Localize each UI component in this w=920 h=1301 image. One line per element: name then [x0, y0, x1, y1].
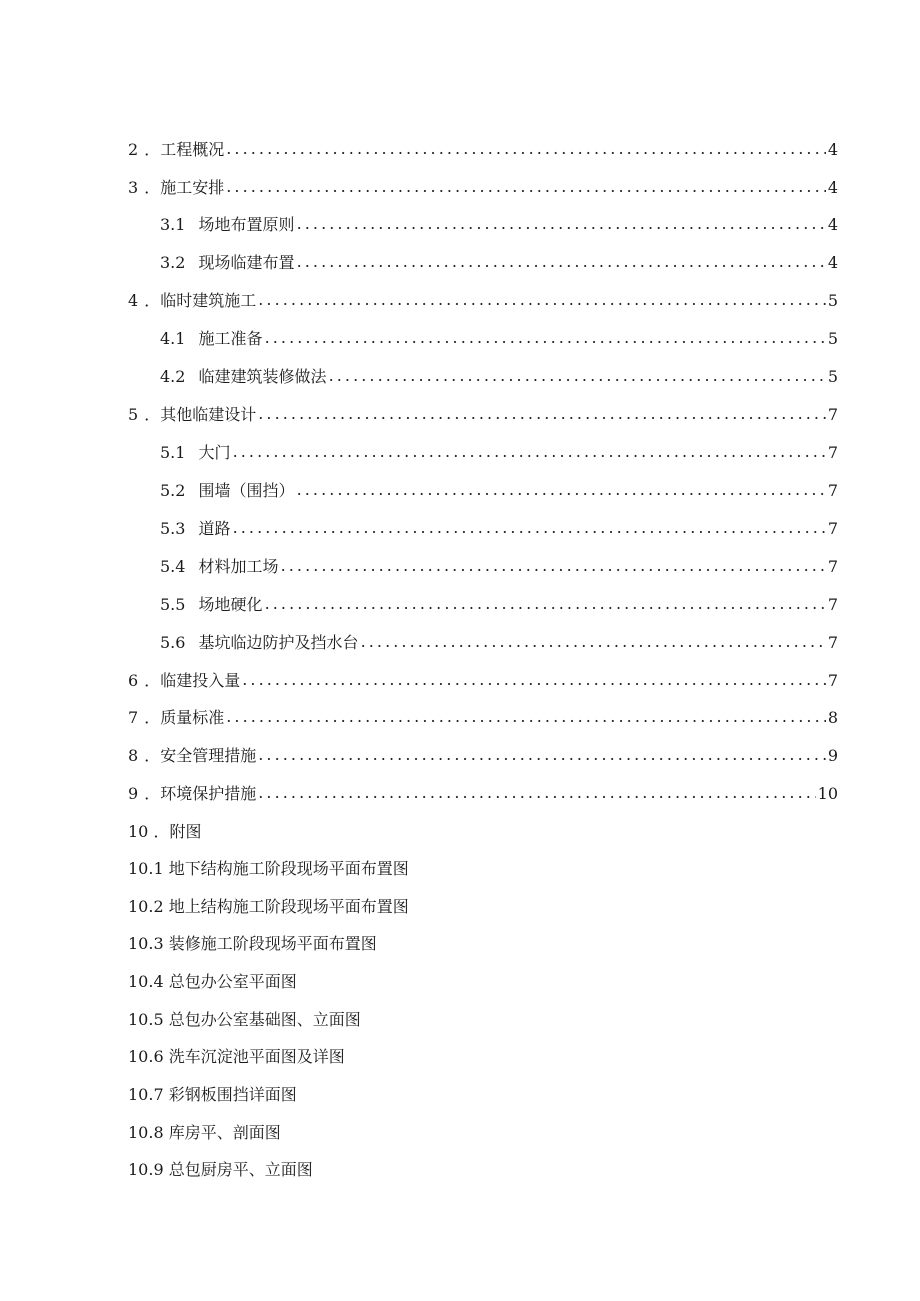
- toc-entry-separator: [185, 555, 190, 579]
- toc-entry-title: 环境保护措施: [160, 784, 257, 803]
- toc-entry-page: 4: [827, 253, 838, 272]
- toc-entry-title: 其他临建设计: [160, 405, 257, 424]
- toc-entry-separator: [185, 479, 190, 503]
- toc-entry-title: 施工准备: [198, 329, 263, 348]
- toc-entry-separator: ．: [144, 140, 161, 159]
- toc-entry-title: 现场临建布置: [198, 253, 295, 272]
- toc-entry-title: 场地硬化: [198, 595, 263, 614]
- toc-entry-page: 7: [827, 595, 838, 614]
- toc-entry-number: 5.4: [160, 557, 186, 576]
- toc-entry-4-1[interactable]: [160, 327, 838, 351]
- toc-entry-title: 施工安排: [160, 178, 225, 197]
- toc-entry-5-1[interactable]: [160, 441, 838, 465]
- toc-entry-separator: [185, 327, 190, 351]
- toc-entry-separator: ．: [144, 746, 161, 765]
- toc-entry-number: 4: [128, 291, 139, 310]
- toc-appendix-item[interactable]: 10.2 地上结构施工阶段现场平面布置图: [128, 897, 409, 916]
- toc-leader-dots: [297, 250, 826, 274]
- toc-appendix-item[interactable]: 10.6 洗车沉淀池平面图及详图: [128, 1047, 345, 1066]
- toc-entry-title: 安全管理措施: [160, 746, 257, 765]
- toc-entry-page: 7: [827, 519, 838, 538]
- toc-entry-number: 2: [128, 140, 139, 159]
- toc-leader-dots: [361, 630, 826, 654]
- toc-leader-dots: [265, 592, 826, 616]
- toc-appendix-item[interactable]: 10.8 库房平、剖面图: [128, 1123, 281, 1142]
- toc-entry-page: 9: [827, 746, 838, 765]
- toc-entry-title: 临时建筑施工: [160, 291, 257, 310]
- toc-entry-title: 大门: [198, 443, 231, 462]
- toc-appendix-heading[interactable]: 10 ．附图: [128, 822, 202, 841]
- toc-entry-number: 3: [128, 178, 139, 197]
- toc-leader-dots: [233, 516, 826, 540]
- toc-entry-title: 质量标准: [160, 708, 225, 727]
- toc-entry-page: 7: [827, 633, 838, 652]
- toc-leader-dots: [297, 478, 826, 502]
- toc-leader-dots: [258, 402, 826, 426]
- toc-entry-number: 9: [128, 784, 139, 803]
- toc-entry-number: 4.1: [160, 329, 186, 348]
- toc-entry-page: 7: [827, 671, 838, 690]
- toc-entry-page: 7: [827, 481, 838, 500]
- toc-entry-separator: ．: [144, 708, 161, 727]
- toc-entry-number: 8: [128, 746, 139, 765]
- toc-entry-page: 5: [827, 367, 838, 386]
- toc-entry-number: 5.2: [160, 481, 186, 500]
- toc-leader-dots: [258, 743, 826, 767]
- toc-entry-separator: [185, 213, 190, 237]
- toc-entry-title: 工程概况: [160, 140, 225, 159]
- toc-entry-separator: [185, 517, 190, 541]
- toc-entry-5[interactable]: [128, 403, 838, 427]
- toc-entry-page: 5: [827, 329, 838, 348]
- toc-leader-dots: [258, 288, 826, 312]
- toc-entry-title: 场地布置原则: [198, 215, 295, 234]
- toc-entry-page: 10: [817, 784, 838, 803]
- toc-appendix-item[interactable]: 10.5 总包办公室基础图、立面图: [128, 1010, 361, 1029]
- toc-entry-5-3[interactable]: [160, 517, 838, 541]
- toc-entry-3[interactable]: [128, 176, 838, 200]
- toc-entry-separator: ．: [144, 178, 161, 197]
- toc-entry-separator: [185, 365, 190, 389]
- toc-entry-4-2[interactable]: [160, 365, 838, 389]
- toc-leader-dots: [226, 705, 826, 729]
- toc-entry-4[interactable]: [128, 289, 838, 313]
- toc-entry-5-4[interactable]: [160, 555, 838, 579]
- toc-entry-3-2[interactable]: [160, 251, 838, 275]
- toc-entry-separator: [185, 631, 190, 655]
- toc-appendix-item[interactable]: 10.9 总包厨房平、立面图: [128, 1160, 313, 1179]
- toc-entry-6[interactable]: [128, 669, 838, 693]
- toc-entry-separator: ．: [144, 291, 161, 310]
- toc-entry-title: 材料加工场: [198, 557, 279, 576]
- toc-entry-separator: ．: [144, 671, 161, 690]
- toc-entry-5-5[interactable]: [160, 593, 838, 617]
- toc-appendix-item[interactable]: 10.4 总包办公室平面图: [128, 972, 297, 991]
- toc-leader-dots: [242, 668, 826, 692]
- toc-entry-number: 4.2: [160, 367, 186, 386]
- toc-entry-5-6[interactable]: [160, 631, 838, 655]
- toc-entry-title: 临建建筑装修做法: [198, 367, 327, 386]
- toc-entry-page: 8: [827, 708, 838, 727]
- toc-entry-2[interactable]: [128, 138, 838, 162]
- toc-entry-number: 5.5: [160, 595, 186, 614]
- toc-entry-3-1[interactable]: [160, 213, 838, 237]
- toc-leader-dots: [233, 440, 826, 464]
- toc-entry-page: 7: [827, 405, 838, 424]
- toc-leader-dots: [297, 212, 826, 236]
- toc-appendix-item[interactable]: 10.3 装修施工阶段现场平面布置图: [128, 934, 377, 953]
- toc-entry-page: 4: [827, 215, 838, 234]
- toc-entry-page: 4: [827, 178, 838, 197]
- toc-entry-number: 6: [128, 671, 139, 690]
- toc-entry-separator: ．: [144, 784, 161, 803]
- toc-leader-dots: [265, 326, 826, 350]
- toc-entry-number: 5.1: [160, 443, 186, 462]
- toc-appendix-item[interactable]: 10.7 彩钢板围挡详面图: [128, 1085, 297, 1104]
- toc-entry-separator: [185, 251, 190, 275]
- toc-leader-dots: [329, 364, 826, 388]
- toc-entry-page: 7: [827, 443, 838, 462]
- toc-entry-page: 5: [827, 291, 838, 310]
- toc-entry-7[interactable]: [128, 706, 838, 730]
- toc-entry-number: 5.6: [160, 633, 186, 652]
- toc-leader-dots: [281, 554, 826, 578]
- toc-entry-separator: [185, 441, 190, 465]
- toc-entry-page: 4: [827, 140, 838, 159]
- toc-entry-separator: [185, 593, 190, 617]
- toc-entry-number: 5: [128, 405, 139, 424]
- toc-entry-number: 3.1: [160, 215, 186, 234]
- toc-leader-dots: [226, 175, 826, 199]
- toc-entry-title: 道路: [198, 519, 231, 538]
- toc-entry-separator: ．: [144, 405, 161, 424]
- toc-entry-number: 5.3: [160, 519, 186, 538]
- toc-entry-title: 临建投入量: [160, 671, 241, 690]
- toc-appendix-item[interactable]: 10.1 地下结构施工阶段现场平面布置图: [128, 859, 409, 878]
- toc-entry-number: 3.2: [160, 253, 186, 272]
- toc-entry-5-2[interactable]: [160, 479, 838, 503]
- toc-entry-number: 7: [128, 708, 139, 727]
- toc-entry-title: 基坑临边防护及挡水台: [198, 633, 359, 652]
- toc-entry-page: 7: [827, 557, 838, 576]
- toc-entry-9[interactable]: [128, 782, 838, 806]
- toc-entry-8[interactable]: [128, 744, 838, 768]
- toc-entry-title: 围墙（围挡）: [198, 481, 295, 500]
- toc-leader-dots: [258, 781, 815, 805]
- toc-leader-dots: [226, 137, 826, 161]
